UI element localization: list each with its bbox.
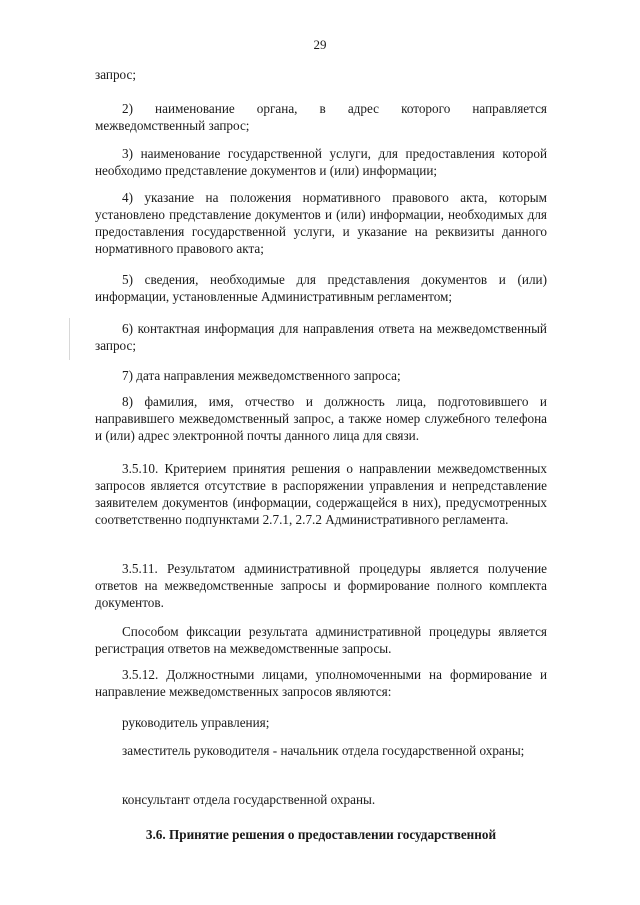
paragraph-2: 2) наименование органа, в адрес которого направляется межведомственный запрос; [95,101,547,133]
paragraph-5: 5) сведения, необходимые для представления документов и (или) информации, установленные Административным регламентом; [95,272,547,304]
paragraph-4: 4) указание на положения нормативного правового акта, которым установлено представление документов и (или) информации, необходимых для предоставления государственной услуги, и указание на реквизиты данного нормативного правового акта; [95,190,547,256]
paragraph-15: консультант отдела государственной охраны. [122,792,376,807]
paragraph-7: 7) дата направления межведомственного запроса; [122,368,401,383]
paragraph-14: заместитель руководителя - начальник отдела государственной охраны; [122,743,525,758]
paragraph-8: 8) фамилия, имя, отчество и должность лица, подготовившего и направившего межведомственный запрос, а также номер служебного телефона и (или) адрес электронной почты данного лица для связи. [95,394,547,443]
paragraph-12: 3.5.12. Должностными лицами, уполномоченными на формирование и направление межведомственных запросов являются: [95,667,547,699]
paragraph-3: 3) наименование государственной услуги, для предоставления которой необходимо представление документов и (или) информации; [95,146,547,178]
paragraph-9: 3.5.10. Критерием принятия решения о направлении межведомственных запросов является отсутствие в распоряжении управления и непредставление заявителем документов (информации, содержащейся в них), предусмотренных соответственно подпунктами 2.7.1, 2.7.2 Административного регламента. [95,461,547,527]
side-scan-mark [69,318,70,360]
page-number: 29 [313,37,327,52]
section-heading: 3.6. Принятие решения о предоставлении государственной [145,827,497,842]
paragraph-11: Способом фиксации результата административной процедуры является регистрация ответов на межведомственные запросы. [95,624,547,656]
paragraph-6: 6) контактная информация для направления ответа на межведомственный запрос; [95,321,547,353]
paragraph-10: 3.5.11. Результатом административной процедуры является получение ответов на межведомственные запросы и формирование полного комплекта документов. [95,561,547,610]
paragraph-1: запрос; [95,67,136,82]
paragraph-13: руководитель управления; [122,715,270,730]
